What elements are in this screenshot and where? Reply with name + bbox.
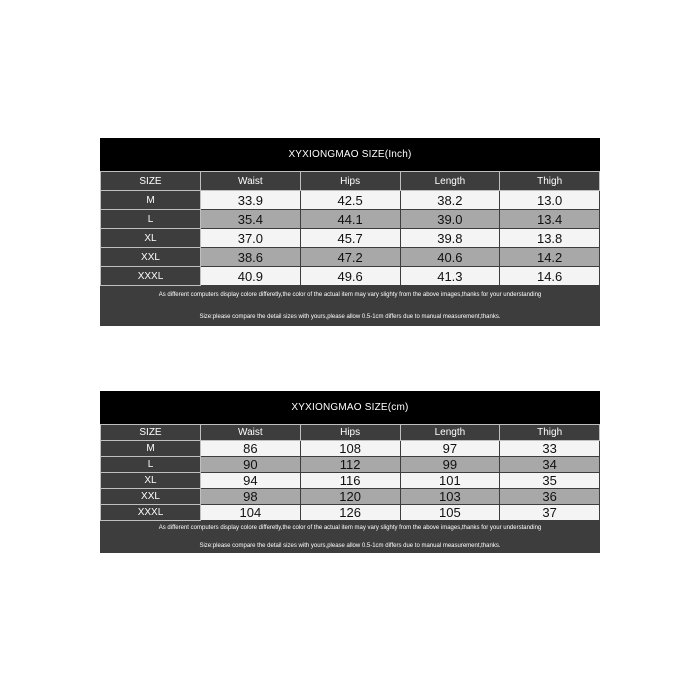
hips-value: 108 xyxy=(300,441,400,457)
thigh-value: 13.0 xyxy=(500,191,600,210)
length-value: 97 xyxy=(400,441,500,457)
waist-value: 98 xyxy=(201,489,301,505)
length-value: 105 xyxy=(400,505,500,521)
table-row xyxy=(101,229,600,248)
size-label: L xyxy=(101,457,201,473)
hips-value: 45.7 xyxy=(300,229,400,248)
header-size: SIZE xyxy=(101,425,201,441)
thigh-value: 37 xyxy=(500,505,600,521)
size-chart-cm xyxy=(100,391,600,553)
table-row xyxy=(101,489,600,505)
header-row xyxy=(101,172,600,191)
hips-value: 112 xyxy=(300,457,400,473)
waist-value: 38.6 xyxy=(201,248,301,267)
chart-title: XYXIONGMAO SIZE(cm) xyxy=(100,391,600,424)
table-row xyxy=(101,191,600,210)
waist-value: 37.0 xyxy=(201,229,301,248)
length-value: 39.0 xyxy=(400,210,500,229)
size-label: XXL xyxy=(101,248,201,267)
header-hips: Hips xyxy=(300,425,400,441)
header-length: Length xyxy=(400,425,500,441)
thigh-value: 13.8 xyxy=(500,229,600,248)
chart-title: XYXIONGMAO SIZE(Inch) xyxy=(100,138,600,171)
size-label: M xyxy=(101,191,201,210)
color-disclaimer: As different computers display colore differetly,the color of the actual item may vary slighty from the above images,thanks for your understanding xyxy=(158,525,542,531)
size-chart-inch xyxy=(100,138,600,326)
waist-value: 90 xyxy=(201,457,301,473)
table-row xyxy=(101,441,600,457)
hips-value: 44.1 xyxy=(300,210,400,229)
thigh-value: 36 xyxy=(500,489,600,505)
waist-value: 94 xyxy=(201,473,301,489)
length-value: 99 xyxy=(400,457,500,473)
waist-value: 104 xyxy=(201,505,301,521)
color-disclaimer: As different computers display colore differetly,the color of the actual item may vary slighty from the above images,thanks for your understanding xyxy=(158,292,542,298)
header-thigh: Thigh xyxy=(500,172,600,191)
length-value: 103 xyxy=(400,489,500,505)
length-value: 101 xyxy=(400,473,500,489)
length-value: 41.3 xyxy=(400,267,500,286)
hips-value: 126 xyxy=(300,505,400,521)
hips-value: 42.5 xyxy=(300,191,400,210)
length-value: 38.2 xyxy=(400,191,500,210)
header-thigh: Thigh xyxy=(500,425,600,441)
size-label: XL xyxy=(101,473,201,489)
size-label: M xyxy=(101,441,201,457)
size-table xyxy=(100,171,600,286)
thigh-value: 13.4 xyxy=(500,210,600,229)
length-value: 40.6 xyxy=(400,248,500,267)
table-row xyxy=(101,210,600,229)
header-waist: Waist xyxy=(201,425,301,441)
header-length: Length xyxy=(400,172,500,191)
table-row xyxy=(101,473,600,489)
chart-notes xyxy=(100,521,600,553)
length-value: 39.8 xyxy=(400,229,500,248)
thigh-value: 35 xyxy=(500,473,600,489)
chart-notes xyxy=(100,286,600,326)
waist-value: 40.9 xyxy=(201,267,301,286)
size-label: XXL xyxy=(101,489,201,505)
measurement-note: Size:please compare the detail sizes with yours,please allow 0.5-1cm differs due to manual measurement,thanks. xyxy=(199,314,501,320)
header-hips: Hips xyxy=(300,172,400,191)
waist-value: 33.9 xyxy=(201,191,301,210)
thigh-value: 34 xyxy=(500,457,600,473)
size-label: L xyxy=(101,210,201,229)
size-table xyxy=(100,424,600,521)
measurement-note: Size:please compare the detail sizes with yours,please allow 0.5-1cm differs due to manual measurement,thanks. xyxy=(199,543,501,549)
hips-value: 116 xyxy=(300,473,400,489)
waist-value: 35.4 xyxy=(201,210,301,229)
hips-value: 120 xyxy=(300,489,400,505)
hips-value: 49.6 xyxy=(300,267,400,286)
waist-value: 86 xyxy=(201,441,301,457)
table-row xyxy=(101,248,600,267)
table-row xyxy=(101,505,600,521)
size-label: XL xyxy=(101,229,201,248)
thigh-value: 33 xyxy=(500,441,600,457)
header-row xyxy=(101,425,600,441)
thigh-value: 14.2 xyxy=(500,248,600,267)
table-row xyxy=(101,457,600,473)
hips-value: 47.2 xyxy=(300,248,400,267)
header-waist: Waist xyxy=(201,172,301,191)
size-label: XXXL xyxy=(101,267,201,286)
thigh-value: 14.6 xyxy=(500,267,600,286)
size-label: XXXL xyxy=(101,505,201,521)
table-row xyxy=(101,267,600,286)
header-size: SIZE xyxy=(101,172,201,191)
